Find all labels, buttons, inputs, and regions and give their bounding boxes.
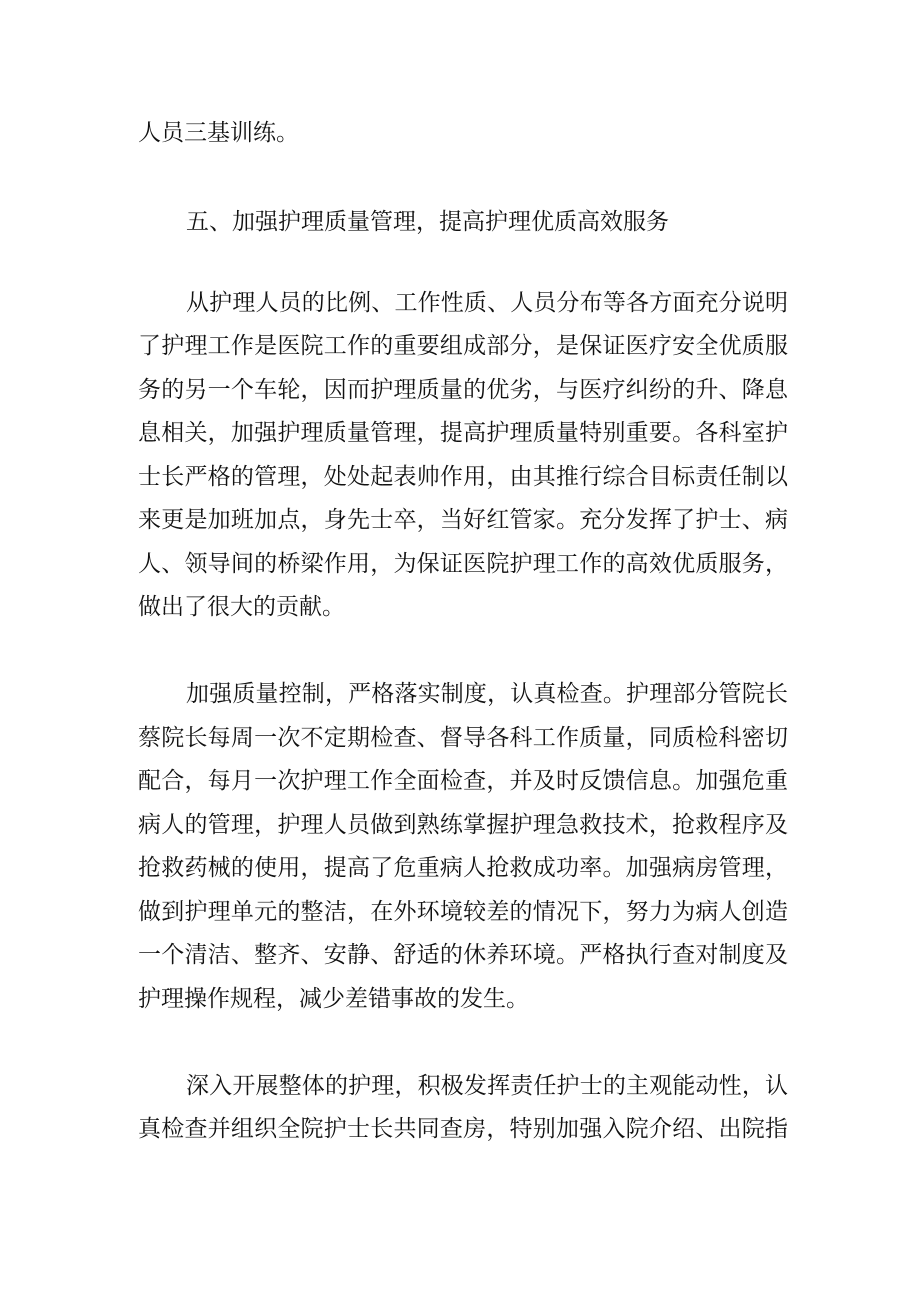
paragraph-line: 做出了很大的贡献。 — [138, 594, 345, 620]
paragraph-line: 来更是加班加点，身先士卒，当好红管家。充分发挥了护士、病 — [138, 507, 788, 533]
paragraph-line: 抢救药械的使用，提高了危重病人抢救成功率。加强病房管理， — [138, 855, 788, 881]
paragraph-line: 真检查并组织全院护士长共同查房，特别加强入院介绍、出院指 — [138, 1116, 788, 1142]
paragraph-line: 士长严格的管理，处处起表帅作用，由其推行综合目标责任制以 — [138, 464, 788, 490]
paragraph-line: 配合，每月一次护理工作全面检查，并及时反馈信息。加强危重 — [138, 768, 788, 794]
paragraph-line: 加强质量控制，严格落实制度，认真检查。护理部分管院长 — [186, 681, 788, 707]
section-heading: 五、加强护理质量管理，提高护理优质高效服务 — [186, 209, 669, 235]
paragraph-line: 了护理工作是医院工作的重要组成部分，是保证医疗安全优质服 — [138, 333, 788, 359]
paragraph-line: 人员三基训练。 — [138, 120, 299, 146]
paragraph-line: 务的另一个车轮，因而护理质量的优劣，与医疗纠纷的升、降息 — [138, 377, 788, 403]
paragraph-line: 从护理人员的比例、工作性质、人员分布等各方面充分说明 — [186, 290, 788, 316]
paragraph-line: 人、领导间的桥梁作用，为保证医院护理工作的高效优质服务， — [138, 551, 788, 577]
paragraph-line: 一个清洁、整齐、安静、舒适的休养环境。严格执行查对制度及 — [138, 942, 788, 968]
paragraph-line: 病人的管理，护理人员做到熟练掌握护理急救技术，抢救程序及 — [138, 812, 788, 838]
paragraph-line: 蔡院长每周一次不定期检查、督导各科工作质量，同质检科密切 — [138, 725, 788, 751]
paragraph-line: 做到护理单元的整洁，在外环境较差的情况下，努力为病人创造 — [138, 899, 788, 925]
paragraph-line: 息相关，加强护理质量管理，提高护理质量特别重要。各科室护 — [138, 420, 788, 446]
paragraph-line: 护理操作规程，减少差错事故的发生。 — [138, 986, 529, 1012]
paragraph-line: 深入开展整体的护理，积极发挥责任护士的主观能动性，认 — [186, 1073, 788, 1099]
